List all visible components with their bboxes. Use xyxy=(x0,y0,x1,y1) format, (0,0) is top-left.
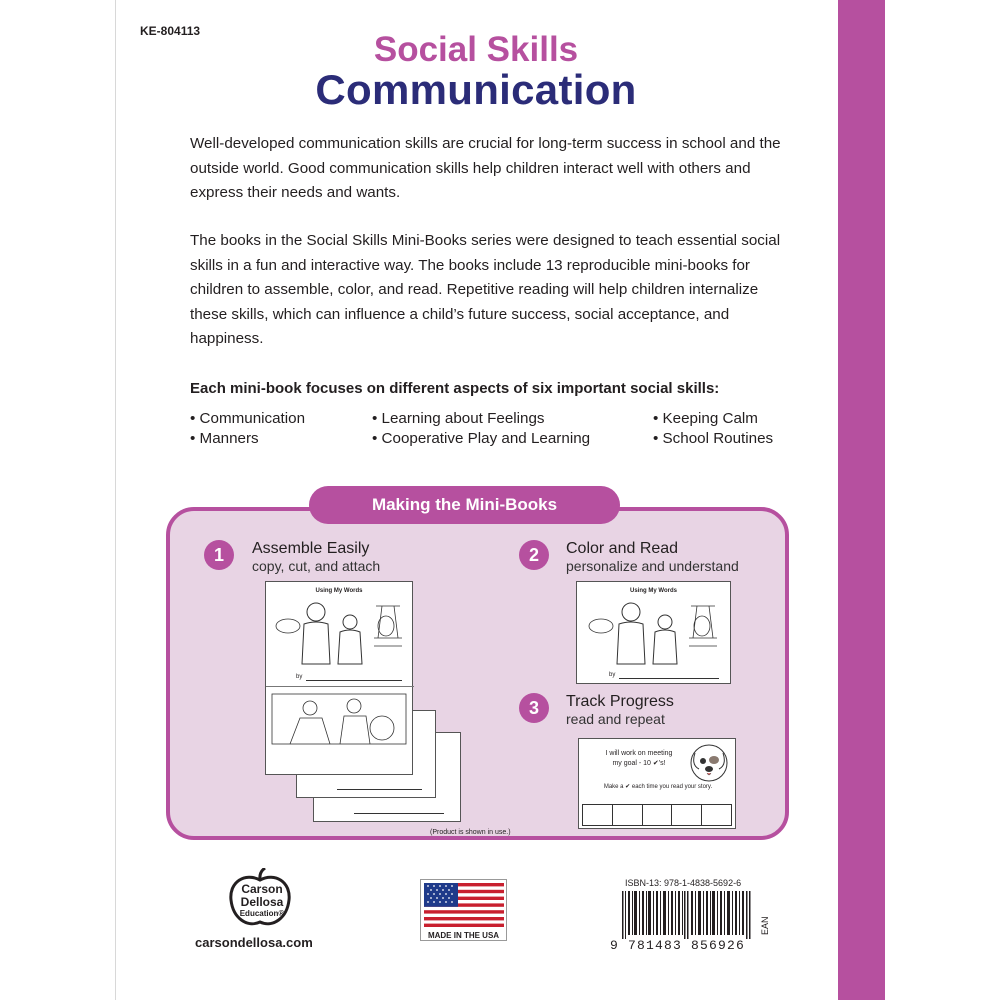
us-flag-icon xyxy=(424,883,504,927)
name-line xyxy=(619,678,719,679)
product-note: (Product is shown in use.) xyxy=(430,829,511,836)
book-title: Communication xyxy=(315,66,637,113)
step-number-2: 2 xyxy=(519,540,549,570)
mini-book-title: Using My Words xyxy=(630,588,677,594)
kids-illustration xyxy=(274,598,406,670)
step-title-1: Assemble Easily xyxy=(252,540,370,557)
ean-label: EAN xyxy=(760,916,770,935)
bus-illustration xyxy=(270,690,408,746)
step-title-3: Track Progress xyxy=(566,693,674,710)
step-subtitle-2: personalize and understand xyxy=(566,558,739,574)
check-box xyxy=(702,805,731,825)
name-line xyxy=(354,813,444,814)
mini-book-assembled xyxy=(265,581,413,775)
skill-item: • Communication xyxy=(190,410,306,427)
step-number-1: 1 xyxy=(204,540,234,570)
step-subtitle-1: copy, cut, and attach xyxy=(252,558,381,574)
progress-tracker-sheet xyxy=(578,738,736,829)
series-title: Social Skills xyxy=(373,30,579,69)
panel-title: Making the Mini-Books xyxy=(309,486,620,524)
by-label: by xyxy=(296,674,303,680)
spine-stripe xyxy=(838,0,885,1000)
skill-item: • Manners xyxy=(190,430,259,447)
check-box xyxy=(583,805,613,825)
step-number-3: 3 xyxy=(519,693,549,723)
barcode xyxy=(620,891,760,941)
name-line xyxy=(337,789,422,790)
fold-line xyxy=(266,686,414,687)
logo-word-carson: Carson xyxy=(241,882,283,896)
by-label: by xyxy=(609,672,616,678)
skills-list xyxy=(190,408,790,458)
skill-item: • Cooperative Play and Learning xyxy=(372,430,591,447)
goal-instructions: Make a ✔ each time you read your story. xyxy=(603,784,713,790)
made-in-usa-label: MADE IN THE USA xyxy=(427,931,500,940)
logo-word-education: Education® xyxy=(239,909,285,918)
series-paragraph: The books in the Social Skills Mini-Books series were designed to teach essential social skills in a fun and interactive way. The books include 13 reproducible mini-books for children to assemble, color, and read. Repetitive reading will help children internalize these skills, which can influence a child’s future success, social acceptance, and happiness. xyxy=(190,232,781,347)
name-line xyxy=(306,680,402,681)
mini-book-title: Using My Words xyxy=(315,588,363,594)
intro-paragraph: Well-developed communication skills are crucial for long-term success in school and the outside world. Good communication skills help children interact well with others and express their needs and wants. xyxy=(190,135,781,201)
carson-dellosa-logo xyxy=(225,868,295,930)
check-box xyxy=(672,805,702,825)
skill-item: • School Routines xyxy=(653,430,774,447)
kids-illustration xyxy=(587,598,723,670)
logo-word-dellosa: Dellosa xyxy=(240,895,284,909)
goal-line-2: my goal - 10 ✔'s! xyxy=(612,760,666,767)
isbn-number: ISBN-13: 978-1-4838-5692-6 xyxy=(625,878,742,888)
checkmark-grid xyxy=(582,804,732,826)
step-title-2: Color and Read xyxy=(566,540,679,557)
puppy-icon xyxy=(687,743,731,783)
skill-item: • Learning about Feelings xyxy=(372,410,545,427)
skills-heading: Each mini-book focuses on different aspects of six important social skills: xyxy=(190,380,720,397)
goal-line-1: I will work on meeting xyxy=(605,750,673,757)
barcode-number: 9 781483 856926 xyxy=(610,938,746,953)
skill-item: • Keeping Calm xyxy=(653,410,758,427)
mini-book-cover xyxy=(576,581,731,684)
sku-code: KE-804113 xyxy=(140,24,201,38)
website-link[interactable]: carsondellosa.com xyxy=(195,935,313,950)
check-box xyxy=(613,805,643,825)
step-subtitle-3: read and repeat xyxy=(566,711,665,727)
check-box xyxy=(643,805,673,825)
